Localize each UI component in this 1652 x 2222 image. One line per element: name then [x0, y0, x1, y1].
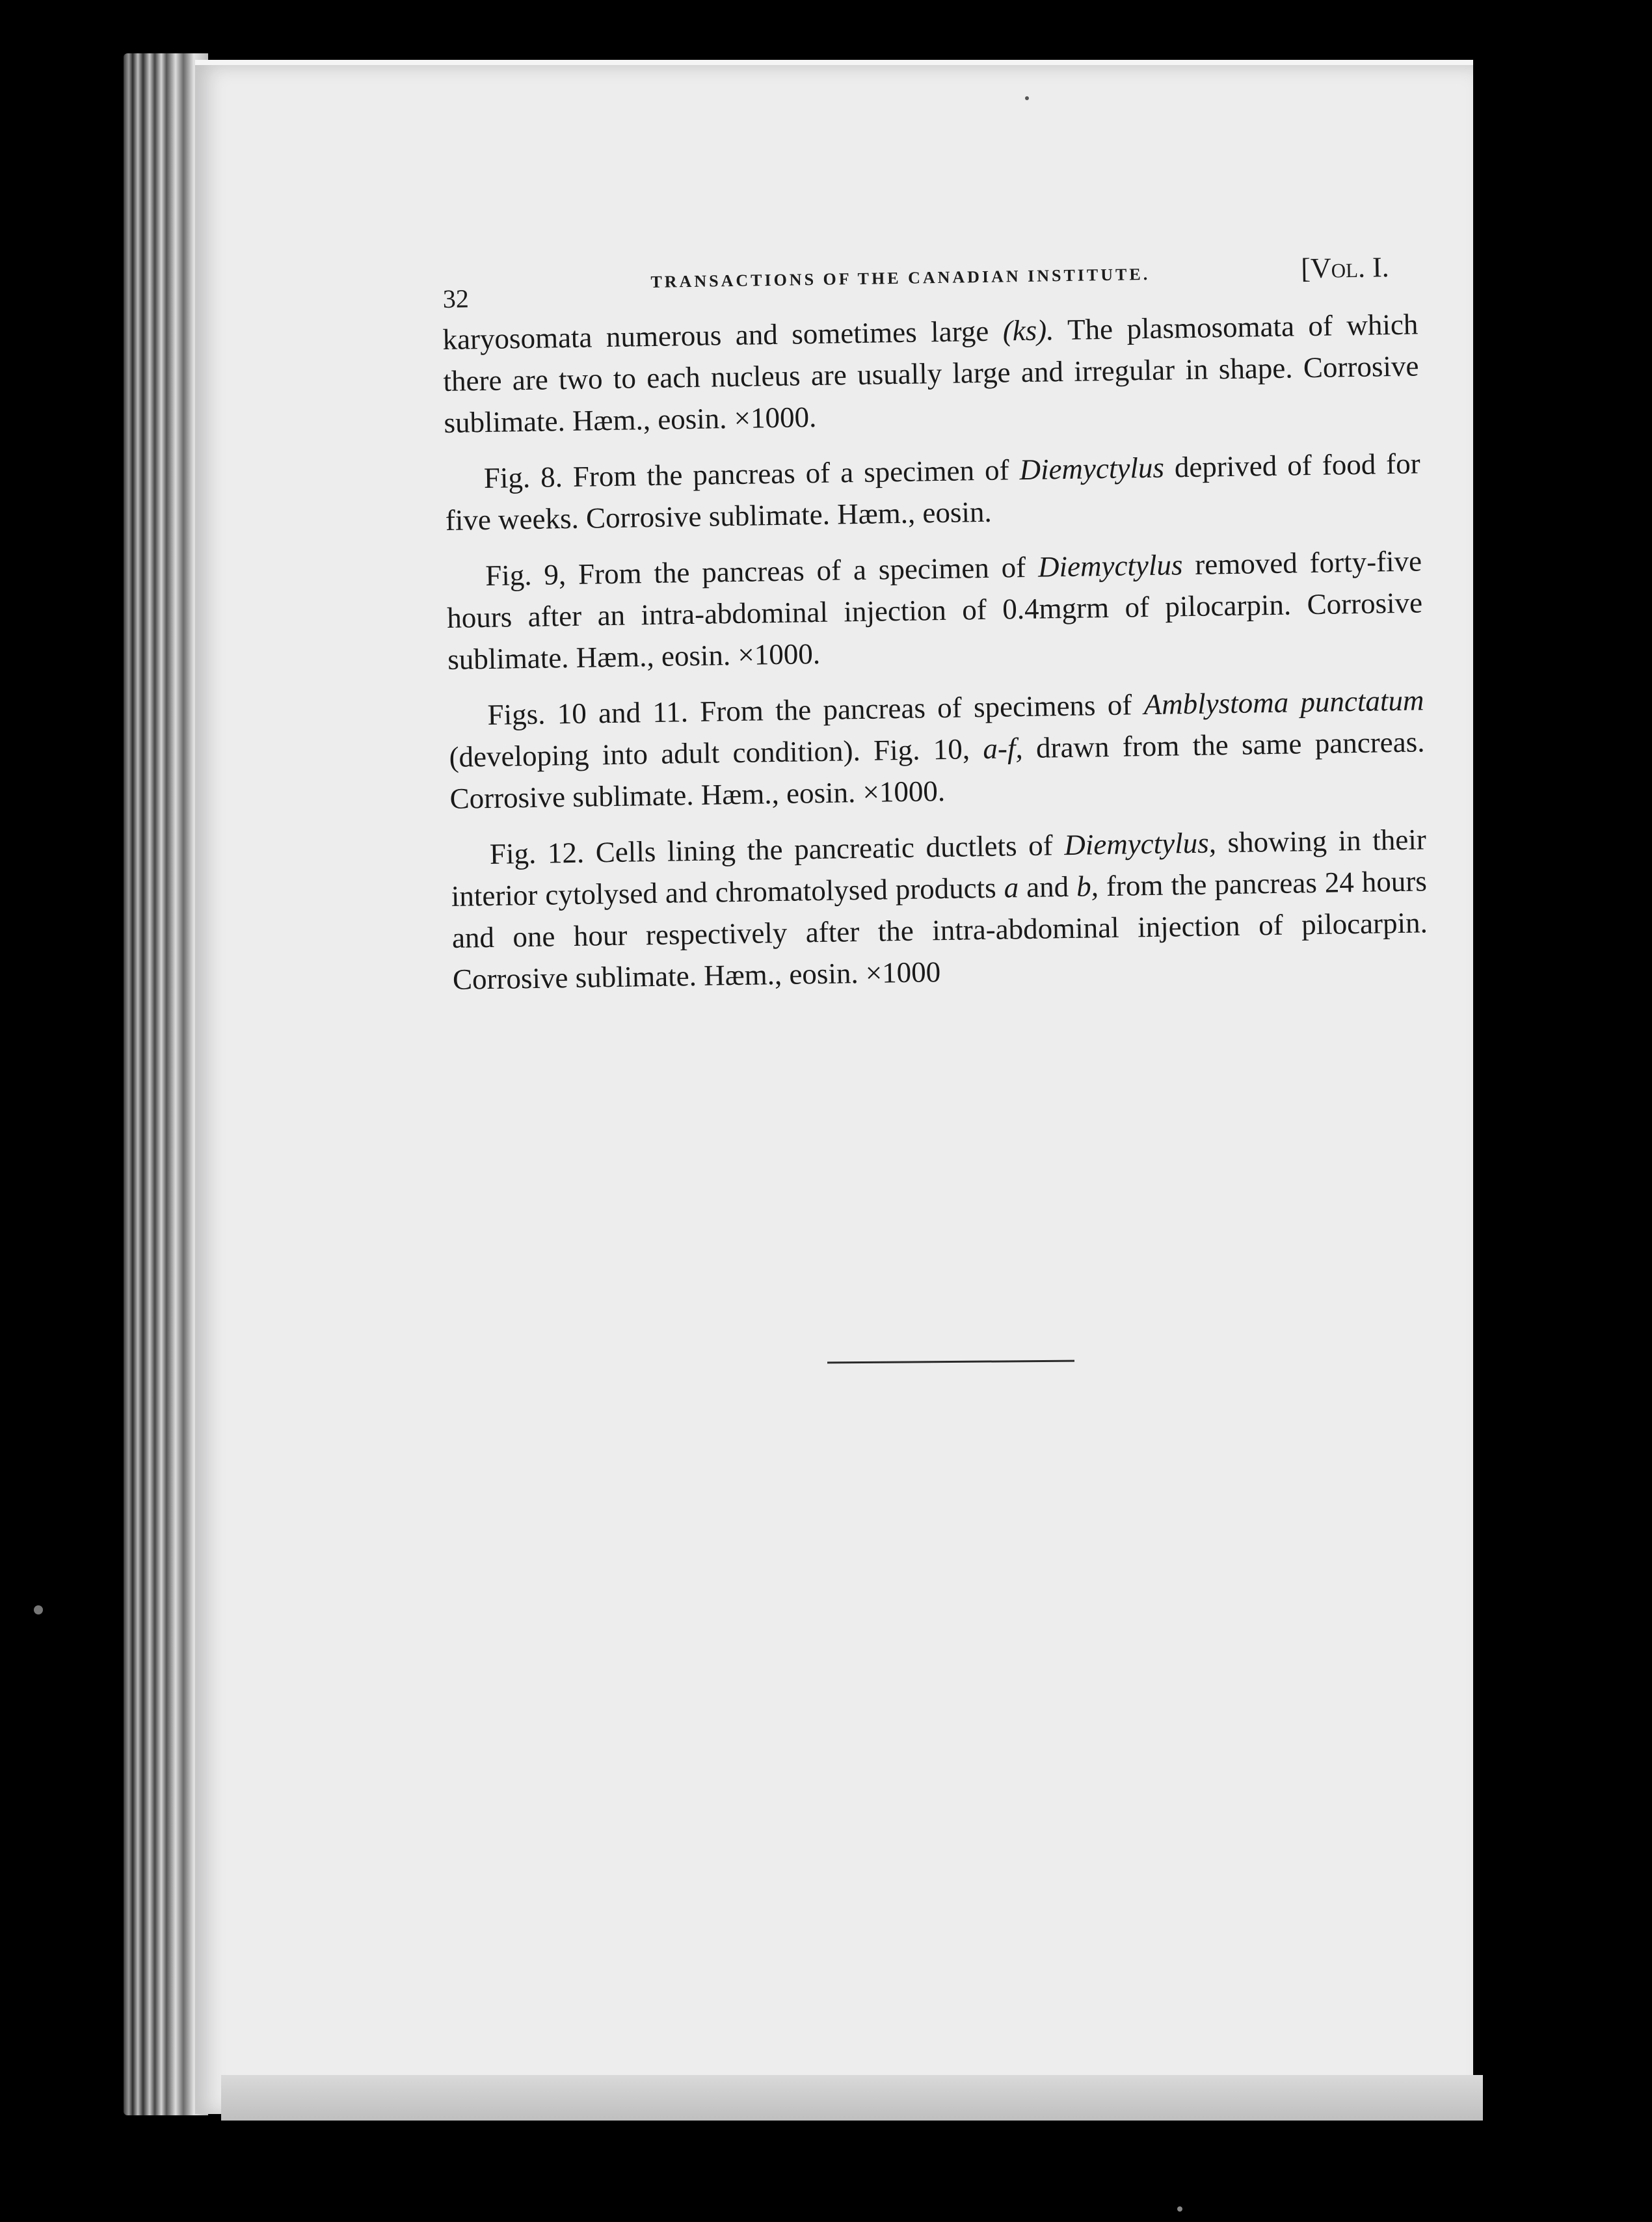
text-run-italic: (ks).	[1002, 314, 1054, 347]
text-run: The plasmosomata of which there are two to each nucleus are usually large and irregular in shape. Corrosive sublimate. Hæm., eosin. ×1000.	[443, 308, 1419, 439]
text-run: deprived of food for five weeks. Corrosive sublimate. Hæm., eosin.	[445, 447, 1421, 537]
text-run-italic: a	[1004, 871, 1019, 904]
dust-speck	[1025, 96, 1029, 100]
text-run-italic: Diemyctylus,	[1063, 826, 1217, 862]
figure-captions	[442, 303, 1429, 1014]
text-run: Figs. 10 and 11. From the pancreas of specimens of	[487, 688, 1145, 731]
text-run-italic: a-f,	[982, 732, 1024, 766]
caption-fig-8	[444, 442, 1421, 541]
text-run-italic: Amblystoma punctatum	[1143, 684, 1424, 721]
text-run-italic: Diemyctylus	[1037, 548, 1183, 583]
journal-title: TRANSACTIONS OF THE CANADIAN INSTITUTE.	[650, 264, 1151, 291]
text-run: Fig. 12. Cells lining the pancreatic ductlets of	[489, 829, 1065, 870]
text-run: and	[1018, 870, 1077, 904]
dust-speck	[34, 1605, 43, 1614]
text-run: drawn from the same pancreas. Corrosive sublimate. Hæm., eosin. ×1000.	[449, 725, 1425, 815]
caption-figs-10-11	[448, 679, 1426, 820]
volume-label: [Vol. I.	[1300, 251, 1390, 285]
caption-fig-12	[450, 818, 1428, 1000]
text-run: showing in their interior cytolysed and chromatolysed products	[451, 823, 1427, 913]
page-number: 32	[442, 284, 470, 314]
text-run: (developing into adult condition). Fig. 10,	[449, 732, 983, 773]
text-run: karyosomata numerous and sometimes large	[442, 314, 1004, 356]
text-run-italic: Diemyctylus	[1019, 451, 1165, 487]
text-run: from the pancreas 24 hours and one hour respectively after the intra-abdominal injection of pilocarpin. Corrosive sublimate. Hæm., eosin. ×1000	[451, 864, 1428, 996]
text-run: Fig. 9, From the pancreas of a specimen of	[485, 550, 1039, 593]
page-bottom-edge	[221, 2075, 1483, 2121]
paragraph-continuation	[442, 303, 1420, 444]
text-run-italic: b,	[1076, 870, 1099, 903]
caption-fig-9	[446, 540, 1424, 680]
dust-speck	[1177, 2206, 1182, 2212]
text-run: removed forty-five hours after an intra-abdominal injection of 0.4mgrm of pilocarpin. Corrosive sublimate. Hæm., eosin. ×1000.	[446, 544, 1423, 676]
text-run: Fig. 8. From the pancreas of a specimen of	[483, 453, 1020, 495]
